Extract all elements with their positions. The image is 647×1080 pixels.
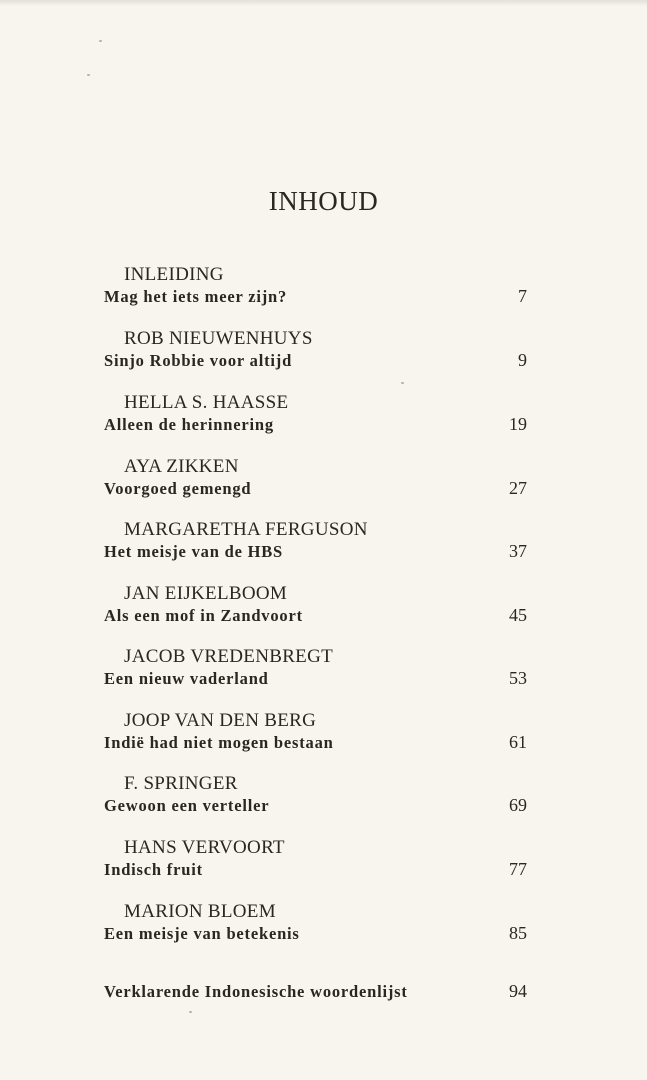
toc-story-title: Sinjo Robbie voor altijd: [104, 351, 293, 370]
glossary-page-number: 94: [509, 981, 527, 1001]
toc-story-title: Indië had niet mogen bestaan: [104, 733, 334, 752]
toc-author: AYA ZIKKEN: [124, 456, 239, 477]
toc-story-title: Indisch fruit: [104, 860, 203, 879]
toc-author: HELLA S. HAASSE: [124, 392, 289, 413]
toc-page-number: 53: [509, 668, 527, 688]
toc-story-title: Als een mof in Zandvoort: [104, 606, 303, 625]
paper-speck: [87, 74, 90, 76]
toc-story-title: Voorgoed gemengd: [104, 479, 252, 498]
toc-author: MARION BLOEM: [124, 901, 276, 922]
toc-page-number: 45: [509, 605, 527, 625]
toc-story-title: Alleen de herinnering: [104, 415, 274, 434]
toc-page-number: 7: [518, 286, 527, 306]
glossary-title: Verklarende Indonesische woordenlijst: [104, 982, 408, 1001]
toc-page-number: 61: [509, 732, 527, 752]
toc-story-title: Een meisje van betekenis: [104, 924, 300, 943]
toc-page-number: 27: [509, 478, 527, 498]
paper-speck: [99, 40, 102, 42]
toc-story-title: Mag het iets meer zijn?: [104, 287, 288, 306]
toc-glossary-entry: [0, 982, 647, 1006]
toc-author: JAN EIJKELBOOM: [124, 583, 288, 604]
page-top-edge: [0, 0, 647, 6]
toc-story-title: Gewoon een verteller: [104, 796, 270, 815]
paper-speck: [189, 1011, 192, 1013]
toc-author: F. SPRINGER: [124, 773, 238, 794]
toc-author: MARGARETHA FERGUSON: [124, 519, 368, 540]
toc-page-number: 77: [509, 859, 527, 879]
toc-page-number: 9: [518, 350, 527, 370]
toc-story-title: Een nieuw vaderland: [104, 669, 269, 688]
toc-author: INLEIDING: [124, 264, 224, 285]
page-title: INHOUD: [268, 186, 379, 216]
toc-author: HANS VERVOORT: [124, 837, 285, 858]
toc-story-title: Het meisje van de HBS: [104, 542, 284, 561]
toc-page-number: 37: [509, 541, 527, 561]
paper-speck: [401, 382, 404, 384]
toc-author: ROB NIEUWENHUYS: [124, 328, 313, 349]
toc-page-number: 85: [509, 923, 527, 943]
toc-page-number: 69: [509, 795, 527, 815]
toc-author: JOOP VAN DEN BERG: [124, 710, 317, 731]
toc-author: JACOB VREDENBREGT: [124, 646, 334, 667]
toc-page-number: 19: [509, 414, 527, 434]
